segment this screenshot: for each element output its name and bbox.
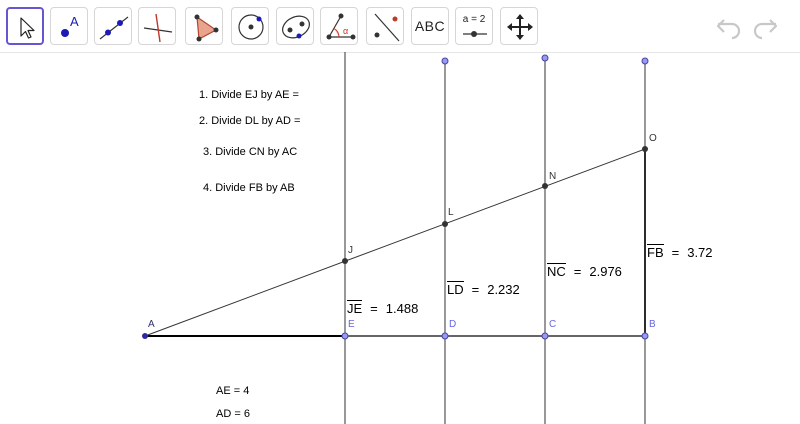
ellipse-tool-button[interactable] xyxy=(276,7,314,45)
slider-icon xyxy=(456,8,494,46)
point-tool-label: A xyxy=(70,14,79,29)
measure-ld-equals: = xyxy=(471,282,480,297)
reflect-about-line-icon xyxy=(367,8,405,46)
label-j: J xyxy=(348,245,353,256)
perpendicular-tool-button[interactable] xyxy=(138,7,176,45)
measure-je xyxy=(347,300,418,316)
label-o: O xyxy=(649,133,657,144)
text-icon: ABC xyxy=(414,18,446,34)
cursor-arrow-icon xyxy=(8,9,46,47)
angle-tool-button[interactable] xyxy=(320,7,358,45)
measure-ld xyxy=(447,281,520,297)
text-tool-button[interactable] xyxy=(411,7,449,45)
point-b[interactable] xyxy=(642,333,648,339)
perpendicular-line-icon xyxy=(139,8,177,46)
slider-tool-button[interactable] xyxy=(455,7,493,45)
point-o[interactable] xyxy=(642,146,648,152)
point-l[interactable] xyxy=(442,221,448,227)
measure-fb-value: 3.72 xyxy=(687,245,713,260)
label-c: C xyxy=(549,319,557,330)
circle-tool-button[interactable] xyxy=(231,7,269,45)
instruction-1: 1. Divide EJ by AE = xyxy=(199,89,299,101)
polygon-tool-button[interactable] xyxy=(185,7,223,45)
redo-icon xyxy=(750,12,780,40)
measure-je-segment: JE xyxy=(347,301,363,316)
measure-je-value: 1.488 xyxy=(385,301,419,316)
undo-button[interactable] xyxy=(714,12,744,40)
point-n[interactable] xyxy=(542,183,548,189)
label-n: N xyxy=(549,171,557,182)
length-ae: AE = 4 xyxy=(216,385,250,397)
point-j[interactable] xyxy=(342,258,348,264)
circle-center-point-icon xyxy=(232,8,270,46)
redo-button[interactable] xyxy=(750,12,780,40)
measure-nc-segment: NC xyxy=(547,264,566,279)
measure-ld-segment: LD xyxy=(447,282,464,297)
measure-fb xyxy=(647,244,713,260)
top-point-b[interactable] xyxy=(642,58,648,64)
move-graphics-view-icon xyxy=(501,8,539,46)
line-tool-button[interactable] xyxy=(94,7,132,45)
ellipse-icon xyxy=(277,8,315,46)
instruction-3: 3. Divide CN by AC xyxy=(203,146,298,158)
point-e[interactable] xyxy=(342,333,348,339)
point-a[interactable] xyxy=(142,333,148,339)
label-a: A xyxy=(148,319,155,330)
angle-icon xyxy=(321,8,359,46)
measure-nc-value: 2.976 xyxy=(589,264,622,279)
undo-icon xyxy=(714,12,744,40)
measure-fb-segment: FB xyxy=(647,245,664,260)
point-icon xyxy=(51,8,89,46)
length-ad: AD = 6 xyxy=(216,408,250,420)
toolbar xyxy=(0,0,800,53)
polygon-icon xyxy=(186,8,224,46)
slider-tool-label: a = 2 xyxy=(462,14,486,25)
instruction-2: 2. Divide DL by AD = xyxy=(199,115,301,127)
measure-fb-equals: = xyxy=(671,245,680,260)
top-point-d[interactable] xyxy=(442,58,448,64)
measure-nc-equals: = xyxy=(573,264,582,279)
reflect-tool-button[interactable] xyxy=(366,7,404,45)
line-through-points-icon xyxy=(95,8,133,46)
point-c[interactable] xyxy=(542,333,548,339)
measure-ld-value: 2.232 xyxy=(487,282,520,297)
measure-nc xyxy=(547,263,622,279)
graphics-view[interactable] xyxy=(0,52,800,424)
label-b: B xyxy=(649,319,656,330)
geometry-construction xyxy=(0,52,800,424)
top-point-c[interactable] xyxy=(542,55,548,61)
instruction-4: 4. Divide FB by AB xyxy=(203,182,295,194)
angle-tool-label: α xyxy=(343,26,349,36)
move-graphics-tool-button[interactable] xyxy=(500,7,538,45)
label-e: E xyxy=(348,319,355,330)
label-d: D xyxy=(449,319,457,330)
point-d[interactable] xyxy=(442,333,448,339)
label-l: L xyxy=(448,207,454,218)
measure-je-equals: = xyxy=(370,301,378,316)
point-tool-button[interactable] xyxy=(50,7,88,45)
move-tool-button[interactable] xyxy=(6,7,44,45)
